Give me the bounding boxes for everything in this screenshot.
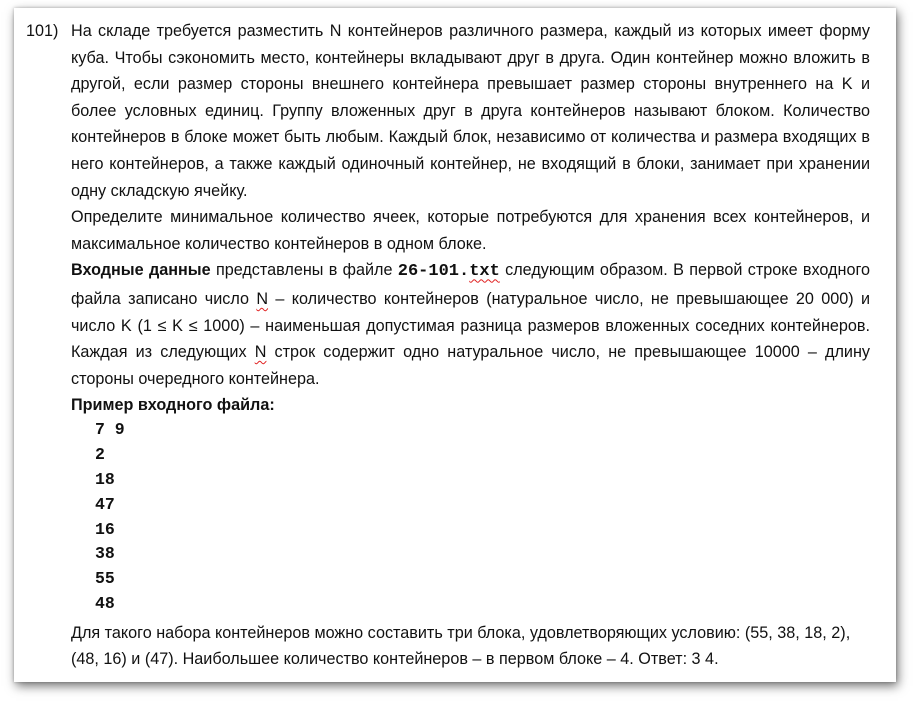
file-name-ext: txt — [469, 262, 500, 282]
example-line: 38 — [95, 544, 115, 564]
example-line: 2 — [95, 445, 105, 465]
example-line: 16 — [95, 519, 115, 539]
answer-explanation: Для такого набора контейнеров можно составить три блока, удовлетворяющих условию: (55, 38, 18, 2), (48, 16) и (47). Наибольшее количество контейнеров – в первом блоке – 4. Ответ: 3 4. — [71, 623, 851, 669]
example-line: 47 — [95, 494, 115, 514]
input-text-c: – количество контейнеров (натуральное число, не превышающее 20 000) и число K (1 ≤ K ≤ 1000) – наименьшая допустимая разница размеров вложенных соседних контейнеров. Каждая из следующих — [71, 289, 870, 362]
variable-n-second: N — [254, 343, 267, 362]
document-page — [14, 8, 896, 682]
example-line: 48 — [95, 593, 115, 613]
input-text-a: представлены в файле — [210, 261, 398, 280]
input-text-d: строк содержит одно натуральное число, не превышающее 10000 – длину стороны очередного контейнера. — [71, 343, 870, 388]
problem-block — [26, 18, 870, 673]
example-line: 55 — [95, 569, 115, 589]
problem-number: 101) — [26, 22, 59, 40]
problem-statement: На складе требуется разместить N контейнеров различного размера, каждый из которых имеет форму куба. Чтобы сэкономить место, контейнеры вкладывают друг в друга. Один контейнер можно вложить в другой, если размер стороны внешнего контейнера превышает размер стороны внутреннего на K и более условных единиц. Группу вложенных друг в друга контейнеров называют блоком. Количество контейнеров в блоке может быть любым. Каждый блок, независимо от количества и размера входящих в него контейнеров, а также каждый одиночный контейнер, не входящий в блоки, занимает при хранении одну складскую ячейку. — [71, 22, 870, 200]
task-statement: Определите минимальное количество ячеек, которые потребуются для хранения всех контейнеров, и максимальное количество контейнеров в одном блоке. — [71, 208, 870, 253]
input-description — [71, 257, 870, 392]
file-name-base: 26-101. — [397, 262, 470, 282]
example-input-file — [71, 418, 870, 616]
example-line: 7 9 — [95, 420, 125, 440]
file-name — [398, 262, 500, 281]
variable-n: N — [256, 289, 269, 308]
example-line: 18 — [95, 469, 115, 489]
input-text-b: следующим образом. В первой строке входного файла записано число — [71, 261, 870, 308]
example-heading: Пример входного файла: — [71, 396, 275, 415]
input-data-label: Входные данные — [71, 261, 211, 280]
